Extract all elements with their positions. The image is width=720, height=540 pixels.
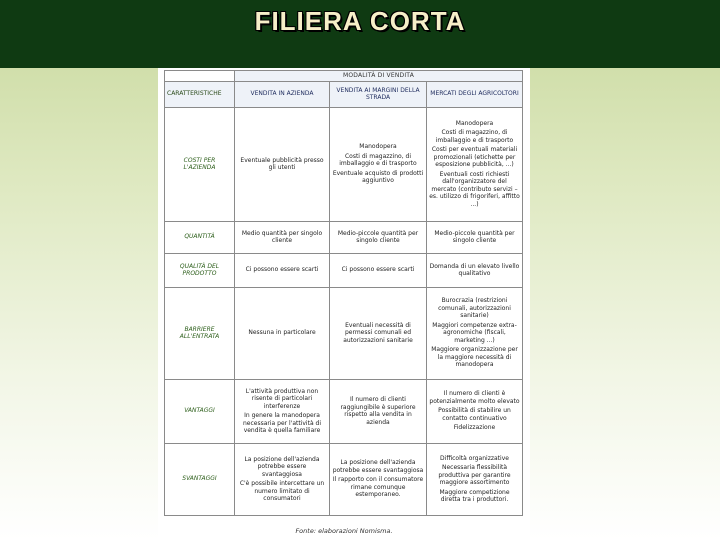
cell: [427, 107, 523, 221]
cell-text: Manodopera: [455, 119, 494, 127]
cell-text: Il rapporto con il consumatore rimane comunque estemporaneo.: [332, 476, 424, 499]
col-header-vendita-azienda: VENDITA IN AZIENDA: [235, 81, 330, 107]
cell: Ci possono essere scarti: [235, 253, 330, 287]
cell-text: Eventuale pubblicità presso gli utenti: [240, 156, 324, 171]
table-row: [165, 379, 523, 443]
cell: Medio quantità per singolo cliente: [235, 221, 330, 253]
row-label-quantita: QUANTITÀ: [165, 221, 235, 253]
source-note: Fonte: elaborazioni Nomisma.: [295, 527, 393, 535]
col-header-mercati: MERCATI DEGLI AGRICOLTORI: [427, 81, 523, 107]
row-label-vantaggi: VANTAGGI: [165, 379, 235, 443]
cell: [427, 443, 523, 515]
cell-text: Maggiori competenze extra-agronomiche (fiscali, marketing ...): [432, 321, 517, 344]
cell: [235, 443, 330, 515]
cell-text: Necessaria flessibilità produttiva per garantire maggiore assortimento: [438, 464, 511, 486]
cell: Eventuali necessità di permessi comunali ed autorizzazioni sanitarie: [330, 287, 427, 379]
modalita-header: MODALITÀ DI VENDITA: [235, 71, 523, 82]
cell: [330, 443, 427, 515]
col-header-caratteristiche: CARATTERISTICHE: [165, 81, 235, 107]
cell-text: Burocrazia (restrizioni comunali, autorizzazioni sanitarie): [438, 297, 511, 320]
cell-text: La posizione dell'azienda potrebbe essere svantaggiosa: [244, 455, 320, 478]
comparison-table: [164, 70, 523, 516]
cell: Domanda di un elevato livello qualitativo: [427, 253, 523, 287]
cell-text: Difficoltà organizzative: [440, 454, 509, 462]
cell-text: Maggiore competizione diretta tra i produttori.: [439, 488, 510, 503]
cell-text: Costi di magazzino, di imballaggio e di trasporto: [339, 152, 417, 168]
cell: Medio-piccole quantità per singolo cliente: [427, 221, 523, 253]
table-row: [165, 107, 523, 221]
cell: Il numero di clienti raggiungibile è superiore rispetto alla vendita in azienda: [330, 379, 427, 443]
cell-text: Costi di magazzino, di imballaggio e di trasporto: [435, 129, 514, 144]
row-label-svantaggi: SVANTAGGI: [165, 443, 235, 515]
table-image: [158, 68, 530, 540]
row-label-qualita: QUALITÀ DEL PRODOTTO: [165, 253, 235, 287]
cell-text: Eventuali costi richiesti dall'organizzatore del mercato (contributo servizi – es. utilizzo di frigoriferi, affitto ...): [429, 170, 520, 208]
cell-text: Possibilità di stabilire un contatto continuativo: [438, 407, 511, 422]
cell-text: C'è possibile intercettare un numero limitato di consumatori: [239, 480, 325, 502]
table-row: [165, 443, 523, 515]
cell: [235, 107, 330, 221]
row-label-barriere: BARRIERE ALL'ENTRATA: [165, 287, 235, 379]
table-row: [165, 253, 523, 287]
cell: Medio-piccole quantità per singolo cliente: [330, 221, 427, 253]
cell-text: La posizione dell'azienda potrebbe essere svantaggiosa: [332, 459, 424, 474]
cell-text: L'attività produttiva non risente di particolari interferenze: [245, 387, 319, 410]
table-row: [165, 221, 523, 253]
cell-text: Il numero di clienti è potenzialmente molto elevato: [429, 390, 520, 405]
cell-text: Manodopera: [359, 143, 397, 151]
title-bar: [0, 0, 720, 68]
table-row: [165, 287, 523, 379]
cell: [330, 107, 427, 221]
blank-corner: [165, 71, 235, 82]
cell-text: Costi per eventuali materiali promozionali (etichette per esposizione pubblicità, ...): [431, 146, 518, 169]
cell: [427, 379, 523, 443]
cell: Nessuna in particolare: [235, 287, 330, 379]
cell-text: Fidelizzazione: [453, 424, 496, 432]
cell: [235, 379, 330, 443]
cell: [427, 287, 523, 379]
row-label-costi: COSTI PER L'AZIENDA: [165, 107, 235, 221]
slide-title: FILIERA CORTA: [254, 6, 466, 36]
cell: Ci possono essere scarti: [330, 253, 427, 287]
cell-text: In genere la manodopera necessaria per l'attività di vendita è quella familiare: [243, 412, 321, 434]
col-header-vendita-strada: VENDITA AI MARGINI DELLA STRADA: [330, 81, 427, 107]
cell-text: Maggiore organizzazione per la maggiore necessità di manodopera: [431, 346, 518, 369]
cell-text: Eventuale acquisto di prodotti aggiuntivo: [332, 169, 424, 185]
